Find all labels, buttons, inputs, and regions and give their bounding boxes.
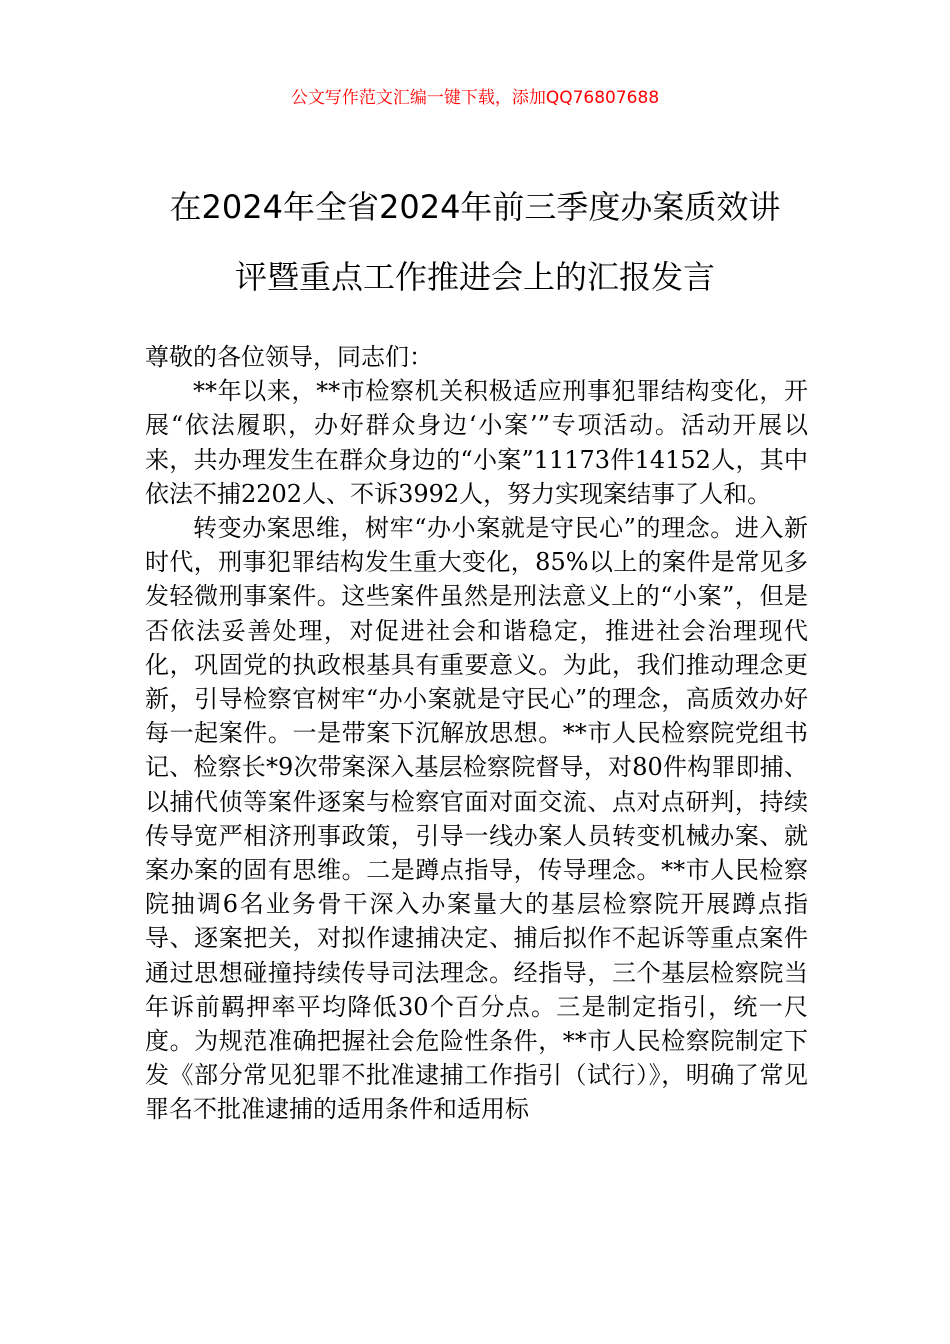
document-title (130, 172, 820, 312)
paragraph-section-1: 转变办案思维，树牢“办小案就是守民心”的理念。进入新时代，刑事犯罪结构发生重大变化，85%以上的案件是常见多发轻微刑事案件。这些案件虽然是刑法意义上的“小案”，但是否依法妥善处理，对促进社会和谐稳定，推进社会治理现代化，巩固党的执政根基具有重要意义。为此，我们推动理念更新，引导检察官树牢“办小案就是守民心”的理念，高质效办好每一起案件。一是带案下沉解放思想。**市人民检察院党组书记、检察长*9次带案深入基层检察院督导，对80件构罪即捕、以捕代侦等案件逐案与检察官面对面交流、点对点研判，持续传导宽严相济刑事政策，引导一线办案人员转变机械办案、就案办案的固有思维。二是蹲点指导，传导理念。**市人民检察院抽调6名业务骨干深入办案量大的基层检察院开展蹲点指导、逐案把关，对拟作逮捕决定、捕后拟作不起诉等重点案件通过思想碰撞持续传导司法理念。经指导，三个基层检察院当年诉前羁押率平均降低30个百分点。三是制定指引，统一尺度。为规范准确把握社会危险性条件，**市人民检察院制定下发《部分常见犯罪不批准逮捕工作指引（试行）》，明确了常见罪名不批准逮捕的适用条件和适用标 (145, 514, 808, 1124)
watermark-text: 公文写作范文汇编一键下载，添加QQ76807688 (290, 88, 660, 108)
title-line-2: 评暨重点工作推进会上的汇报发言 (234, 258, 715, 296)
salutation: 尊敬的各位领导，同志们： (145, 343, 433, 371)
paragraph-intro: **年以来，**市检察机关积极适应刑事犯罪结构变化，开展“依法履职，办好群众身边‘小案’”专项活动。活动开展以来，共办理发生在群众身边的“小案”11173件14152人，其中依法不捕2202人、不诉3992人，努力实现案结事了人和。 (145, 377, 808, 508)
document-body (145, 340, 808, 1127)
title-line-1: 在2024年全省2024年前三季度办案质效讲 (169, 188, 781, 226)
